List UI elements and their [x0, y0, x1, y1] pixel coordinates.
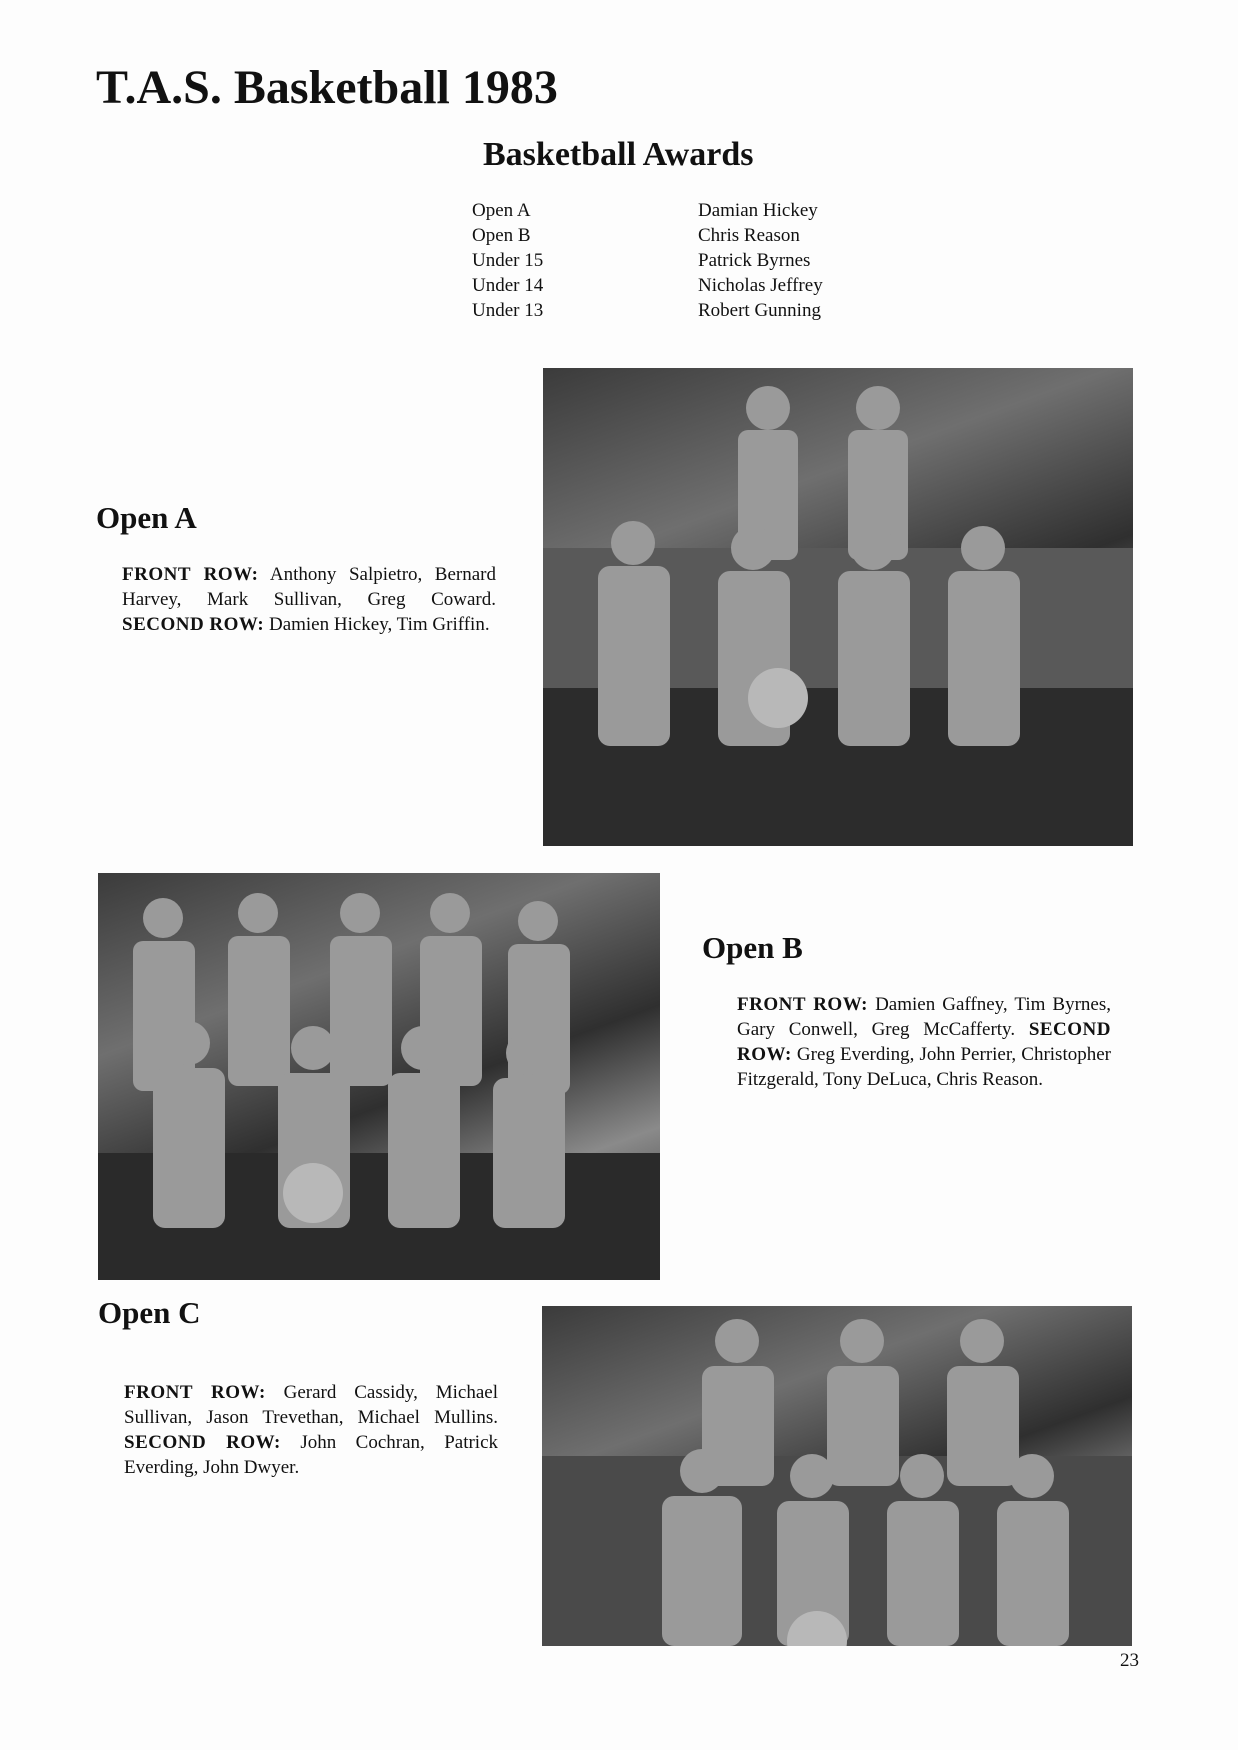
section-heading-open-b: Open B — [702, 930, 803, 965]
section-heading-open-c: Open C — [98, 1295, 201, 1330]
second-row-names: Damien Hickey, Tim Griffin. — [268, 614, 490, 635]
team-photo-graphic — [543, 368, 1133, 846]
front-row-names: Damien Gaffney, Tim Byrnes, Gary Conwell, Greg McCafferty. — [737, 994, 1112, 1040]
award-category: Under 14 — [472, 275, 544, 296]
award-category: Under 13 — [472, 300, 544, 321]
page-title: T.A.S. Basketball 1983 — [96, 61, 558, 114]
front-row-label: FRONT ROW: — [737, 994, 868, 1015]
second-row-label: SECOND ROW: — [737, 1019, 1111, 1065]
second-row-names: Greg Everding, John Perrier, Christopher Fitzgerald, Tony DeLuca, Chris Reason. — [737, 1044, 1111, 1090]
award-category: Under 15 — [472, 250, 544, 271]
award-winner: Chris Reason — [698, 225, 800, 246]
caption-open-a — [122, 562, 496, 637]
second-row-label: SECOND ROW: — [124, 1432, 281, 1453]
page-number: 23 — [1120, 1650, 1139, 1671]
team-photo-graphic — [542, 1306, 1132, 1646]
open-b-team-photo — [98, 873, 660, 1280]
award-winner: Damian Hickey — [698, 200, 818, 221]
section-heading-open-a: Open A — [96, 500, 197, 535]
award-winner: Patrick Byrnes — [698, 250, 811, 271]
award-winner: Nicholas Jeffrey — [698, 275, 823, 296]
front-row-label: FRONT ROW: — [124, 1382, 266, 1403]
award-category: Open A — [472, 200, 531, 221]
team-photo-graphic — [98, 873, 660, 1280]
open-a-team-photo — [543, 368, 1133, 846]
caption-open-b — [737, 992, 1111, 1092]
front-row-names: Gerard Cassidy, Michael Sullivan, Jason Trevethan, Michael Mullins. — [124, 1382, 498, 1428]
award-winner: Robert Gunning — [698, 300, 821, 321]
caption-open-c — [124, 1380, 498, 1480]
open-c-team-photo — [542, 1306, 1132, 1646]
awards-heading: Basketball Awards — [483, 136, 754, 173]
second-row-names: John Cochran, Patrick Everding, John Dwyer. — [124, 1432, 499, 1478]
front-row-label: FRONT ROW: — [122, 564, 259, 585]
front-row-names: Anthony Salpietro, Bernard Harvey, Mark Sullivan, Greg Coward. — [122, 564, 496, 610]
second-row-label: SECOND ROW: — [122, 614, 265, 635]
award-category: Open B — [472, 225, 531, 246]
